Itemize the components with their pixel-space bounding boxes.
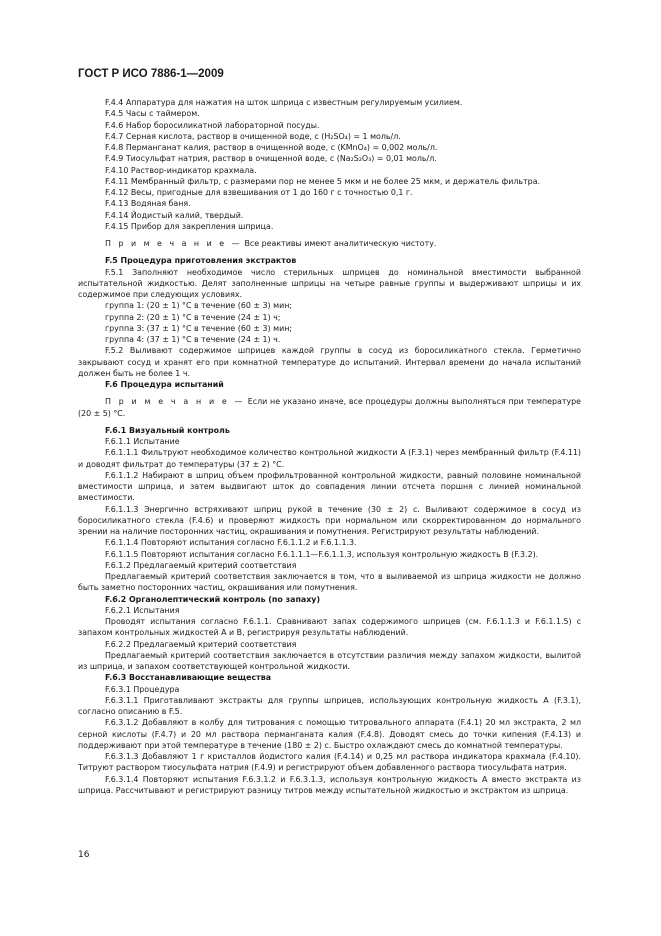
clause-f6-2-2-text: Предлагаемый критерий соответствия заключается в отсутствии различия между запахом жидкости, вылитой из шприца, и запахом соответствующей контрольной жидкости. (78, 650, 581, 671)
equipment-list (78, 97, 581, 232)
clause-f6-3-1-4: F.6.3.1.4 Повторяют испытания F.6.3.1.2 и F.6.3.1.3, используя контрольную жидкость А вместо экстракта из шприца. Рассчитывают и регистрируют разницу титров между испытательной жидкостью и экстрактом из шприца. (78, 774, 581, 795)
page-content (78, 97, 581, 796)
list-item-number: F.4.13 (105, 199, 129, 209)
list-item (78, 108, 581, 119)
list-item (78, 120, 581, 131)
note-label: П р и м е ч а н и е — (105, 397, 245, 407)
clause-f6-1-1-2: F.6.1.1.2 Набирают в шприц объем профильтрованной контрольной жидкости, равный половине номинальной вместимости шприца, и затем выдвигают шток до совпадения линии отсчета поршня с линией номинальной вместимости. (78, 470, 581, 503)
list-item-number: F.4.11 (105, 176, 129, 186)
clause-f6-3-1-3: F.6.3.1.3 Добавляют 1 г кристаллов йодистого калия (F.4.14) и 0,25 мл раствора индикатора крахмала (F.4.10). Титруют раствором тиосульфата натрия (F.4.9) и регистрируют объем добавленного раствора тиосульфата натрия. (78, 752, 581, 773)
list-item-number: F.4.8 (105, 143, 124, 152)
list-item (78, 221, 581, 232)
note-text: Если не указано иначе, все процедуры должны выполняться при температуре (20 ± 5) °С. (78, 397, 581, 418)
list-item (78, 187, 581, 198)
list-item-number: F.4.6 (105, 120, 124, 130)
list-item-text: Прибор для закрепления шприца. (130, 221, 274, 231)
section-f6-heading: F.6 Процедура испытаний (105, 380, 224, 389)
list-item (78, 210, 581, 221)
list-item-text: Водяная баня. (130, 199, 191, 209)
list-item-number: F.4.14 (105, 210, 129, 220)
groups-list (78, 300, 581, 345)
list-item-text: Набор боросиликатной лабораторной посуды. (125, 120, 320, 130)
paragraph-f5-2: F.5.2 Выливают содержимое шприцев каждой группы в сосуд из боросиликатного стекла. Герметично закрывают сосуд и хранят его при комнатной температуре до испытаний. Интервал времени до начала испытаний должен быть не более 1 ч. (78, 346, 581, 378)
group-item: группа 2: (20 ± 1) °С в течение (24 ± 1) ч; (105, 312, 281, 322)
clause-f6-1-1-3: F.6.1.1.3 Энергично встряхивают шприц рукой в течение (30 ± 2) с. Выливают содержимое в сосуд из боросиликатного стекла (F.4.6) и проверяют жидкость при нормальном или скорректированном до нормального зрении на наличие посторонних частиц, окрашивания и помутнения. Регистрируют результаты наблюдений. (78, 504, 581, 536)
list-item-text: Часы с таймером. (125, 109, 200, 119)
list-item (78, 153, 581, 164)
list-item-number: F.4.5 (105, 109, 124, 119)
clause-f6-2-1: F.6.2.1 Испытания (105, 605, 180, 615)
clause-f6-1-1: F.6.1.1 Испытание (105, 437, 180, 446)
note-temperature (78, 396, 581, 419)
list-item-number: F.4.4 (105, 98, 124, 107)
list-item-text: Аппаратура для нажатия на шток шприца с известным регулируемым усилием. (125, 98, 463, 107)
group-item: группа 3: (37 ± 1) °С в течение (60 ± 3) мин; (105, 323, 293, 333)
list-item-text: Весы, пригодные для взвешивания от 1 до 160 г с точностью 0,1 г. (130, 188, 413, 197)
subsection-f6-2-heading: F.6.2 Органолептический контроль (по запаху) (105, 594, 321, 604)
list-item (78, 176, 581, 187)
clause-f6-3-1-2: F.6.3.1.2 Добавляют в колбу для титрования с помощью титровального аппарата (F.4.1) 20 мл экстракта, 2 мл серной кислоты (F.4.7) и 20 мл раствора перманганата калия (F.4.8). Доводят смесь до точки кипения (F.4.13) и поддерживают при этой температуре в течение (180 ± 2) с. Быстро охлаждают смесь до комнатной температуры. (78, 718, 581, 750)
clause-f6-2-2: F.6.2.2 Предлагаемый критерий соответствия (105, 639, 297, 649)
page-header: ГОСТ Р ИСО 7886-1—2009 (78, 68, 224, 80)
list-item (78, 165, 581, 176)
list-item (78, 131, 581, 142)
list-item-text: Серная кислота, раствор в очищенной воде, c (H₂SO₄) = 1 моль/л. (125, 131, 401, 141)
list-item-text: Перманганат калия, раствор в очищенной воде, c (KMnO₄) = 0,002 моль/л. (125, 143, 438, 152)
list-item (78, 198, 581, 209)
list-item-text: Мембранный фильтр, с размерами пор не менее 5 мкм и не более 25 мкм, и держатель фильтра. (130, 176, 541, 186)
clause-f6-1-1-4: F.6.1.1.4 Повторяют испытания согласно F.6.1.1.2 и F.6.1.1.3. (105, 538, 357, 548)
clause-f6-1-2-text: Предлагаемый критерий соответствия заключается в том, что в выливаемой из шприца жидкости не должно быть заметно посторонних частиц, окрашивания или помутнения. (78, 572, 581, 593)
clause-f6-1-2: F.6.1.2 Предлагаемый критерий соответствия (105, 560, 297, 570)
page-number: 16 (78, 850, 90, 860)
list-item (78, 97, 581, 108)
list-item-text: Раствор-индикатор крахмала. (130, 165, 257, 175)
note-label: П р и м е ч а н и е — (105, 239, 242, 248)
subsection-f6-1-heading: F.6.1 Визуальный контроль (105, 425, 230, 435)
clause-f6-1-1-5: F.6.1.1.5 Повторяют испытания согласно F.6.1.1.1—F.6.1.1.3, используя контрольную жидкость В (F.3.2). (105, 549, 539, 559)
paragraph-f5-1: F.5.1 Заполняют необходимое число стерильных шприцев до номинальной вместимости выбранной испытательной жидкостью. Делят заполненные шприцы на четыре равные группы и выдерживают шприцы и их содержимое при следующих условиях. (78, 267, 581, 299)
group-item: группа 1: (20 ± 1) °С в течение (60 ± 3) мин; (105, 301, 293, 311)
group-item: группа 4: (37 ± 1) °С в течение (24 ± 1) ч. (105, 335, 281, 344)
clause-f6-2-1-text: Проводят испытания согласно F.6.1.1. Сравнивают запах содержимого шприцев (см. F.6.1.1.3 и F.6.1.1.5) с запахом контрольных жидкостей А и В, регистрируя результаты наблюдений. (78, 617, 581, 638)
list-item-number: F.4.12 (105, 188, 129, 197)
list-item-number: F.4.10 (105, 165, 129, 175)
list-item-number: F.4.9 (105, 154, 124, 164)
subsection-f6-3-heading: F.6.3 Восстанавливающие вещества (105, 673, 272, 683)
list-item-number: F.4.15 (105, 221, 129, 231)
section-f5-heading: F.5 Процедура приготовления экстрактов (105, 256, 297, 266)
clause-f6-3-1-1: F.6.3.1.1 Приготавливают экстракты для группы шприцев, использующих контрольную жидкость А (F.3.1), согласно описанию в F.5. (78, 695, 581, 716)
note-reagents (78, 238, 581, 249)
list-item-number: F.4.7 (105, 131, 124, 141)
clause-f6-1-1-1: F.6.1.1.1 Фильтруют необходимое количество контрольной жидкости А (F.3.1) через мембранный фильтр (F.4.11) и доводят фильтрат до температуры (37 ± 2) °С. (78, 448, 581, 469)
list-item-text: Йодистый калий, твердый. (130, 210, 244, 220)
clause-f6-3-1: F.6.3.1 Процедура (105, 684, 180, 694)
list-item-text: Тиосульфат натрия, раствор в очищенной воде, c (Na₂S₂O₃) = 0,01 моль/л. (125, 154, 437, 164)
list-item (78, 142, 581, 153)
note-text: Все реактивы имеют аналитическую чистоту. (244, 239, 437, 248)
